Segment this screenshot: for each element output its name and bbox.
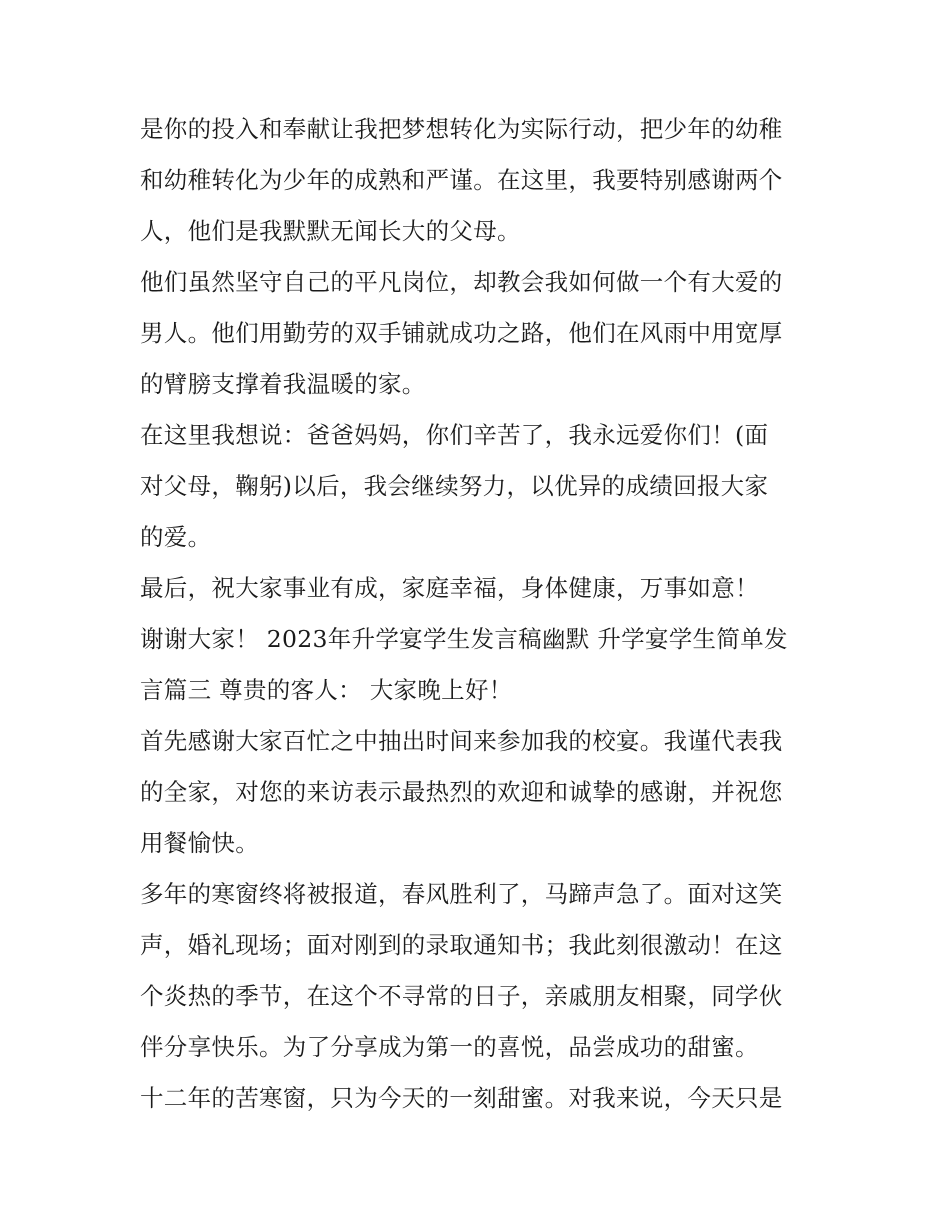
text-line: 他们虽然坚守自己的平凡岗位，却教会我如何做一个有大爱的 bbox=[140, 268, 783, 296]
text-line: 和幼稚转化为少年的成熟和严谨。在这里，我要特别感谢两个 bbox=[140, 166, 783, 194]
text-line: 言篇三 尊贵的客人： 大家晚上好！ bbox=[140, 676, 513, 704]
text-line: 谢谢大家！ 2023年升学宴学生发言稿幽默 升学宴学生简单发 bbox=[140, 625, 788, 653]
document-body bbox=[140, 104, 812, 1124]
text-line: 伴分享快乐。为了分享成为第一的喜悦，品尝成功的甜蜜。 bbox=[140, 1033, 759, 1061]
text-line: 个炎热的季节，在这个不寻常的日子，亲戚朋友相聚，同学伙 bbox=[140, 982, 783, 1010]
text-line: 十二年的苦寒窗，只为今天的一刻甜蜜。对我来说，今天只是 bbox=[140, 1084, 783, 1112]
text-line: 人，他们是我默默无闻长大的父母。 bbox=[140, 217, 521, 245]
text-line: 最后，祝大家事业有成，家庭幸福，身体健康，万事如意！ bbox=[140, 574, 759, 602]
text-line: 的臂膀支撑着我温暖的家。 bbox=[140, 370, 426, 398]
text-line: 男人。他们用勤劳的双手铺就成功之路，他们在风雨中用宽厚 bbox=[140, 319, 783, 347]
text-line: 是你的投入和奉献让我把梦想转化为实际行动，把少年的幼稚 bbox=[140, 115, 783, 143]
text-line: 声，婚礼现场；面对刚到的录取通知书；我此刻很激动！在这 bbox=[140, 931, 783, 959]
text-line: 多年的寒窗终将被报道，春风胜利了，马蹄声急了。面对这笑 bbox=[140, 880, 783, 908]
text-line: 的全家，对您的来访表示最热烈的欢迎和诚挚的感谢，并祝您 bbox=[140, 778, 783, 806]
text-line: 首先感谢大家百忙之中抽出时间来参加我的校宴。我谨代表我 bbox=[140, 727, 783, 755]
text-line: 的爱。 bbox=[140, 523, 212, 551]
text-line: 对父母，鞠躬)以后，我会继续努力，以优异的成绩回报大家 bbox=[140, 472, 769, 500]
text-line: 用餐愉快。 bbox=[140, 829, 259, 857]
text-line: 在这里我想说：爸爸妈妈，你们辛苦了，我永远爱你们！(面 bbox=[140, 421, 769, 449]
